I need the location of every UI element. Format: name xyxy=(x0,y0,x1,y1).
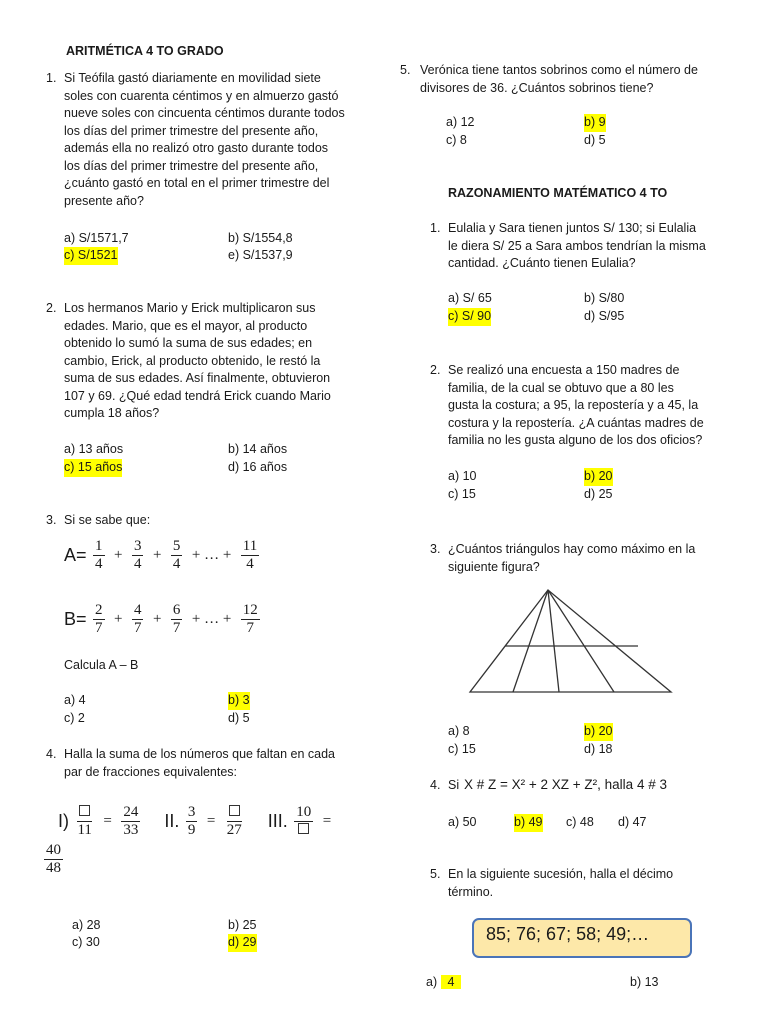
r5-line: En la siguiente sucesión, halla el décimo xyxy=(448,867,674,881)
fraction xyxy=(93,538,105,573)
fraction xyxy=(132,538,144,573)
r2-text xyxy=(448,362,738,450)
roman-three: III. xyxy=(267,810,288,831)
r4-option-b[interactable]: b) 49 xyxy=(514,814,543,832)
formula-a-label: A= xyxy=(64,544,87,565)
q2-option-b[interactable]: b) 14 años xyxy=(228,442,288,456)
r1-option-c[interactable]: c) S/ 90 xyxy=(448,308,491,326)
q1-line: además ella no realizó otro gasto durante todos xyxy=(64,141,329,155)
r4-option-a[interactable]: a) 50 xyxy=(448,815,477,829)
q2-line: edades. Mario, que es el mayor, al producto xyxy=(64,318,308,333)
r5-option-b[interactable]: b) 13 xyxy=(630,975,659,989)
q1-option-c[interactable]: c) S/1521 xyxy=(64,247,118,265)
q5-line: divisores de 36. ¿Cuántos sobrinos tiene? xyxy=(420,80,654,95)
denominator: 27 xyxy=(226,822,242,838)
q3-option-b[interactable]: b) 3 xyxy=(228,692,250,710)
plus-sign: + xyxy=(152,546,162,563)
q4-number: 4. xyxy=(46,747,57,761)
r1-number: 1. xyxy=(430,221,441,235)
sequence-box: 85; 76; 67; 58; 49;… xyxy=(472,918,692,958)
r3-option-c[interactable]: c) 15 xyxy=(448,742,476,756)
r4-option-d[interactable]: d) 47 xyxy=(618,815,647,829)
r2-line: Se realizó una encuesta a 150 madres de xyxy=(448,363,680,377)
r2-option-b[interactable]: b) 20 xyxy=(584,468,613,486)
fraction xyxy=(241,538,259,573)
r5-option-a[interactable] xyxy=(426,974,461,992)
q1-option-a[interactable]: a) S/1571,7 xyxy=(64,231,129,245)
numerator: 40 xyxy=(46,842,61,858)
r1-option-b[interactable]: b) S/80 xyxy=(584,291,625,305)
formula-b-label: B= xyxy=(64,608,87,629)
numerator: 6 xyxy=(172,602,181,618)
numerator: 4 xyxy=(133,602,142,618)
r1-line: le diera S/ 25 a Sara ambos tendrían la misma xyxy=(448,238,706,253)
fraction xyxy=(241,602,260,637)
q1-option-b[interactable]: b) S/1554,8 xyxy=(228,231,293,245)
r3-option-d[interactable]: d) 18 xyxy=(584,742,613,756)
fraction xyxy=(121,804,140,839)
fraction xyxy=(225,804,244,839)
fraction xyxy=(44,842,63,877)
q2-line: cumpla 18 años? xyxy=(64,406,160,420)
r3-number: 3. xyxy=(430,542,441,556)
r3-option-b[interactable]: b) 20 xyxy=(584,723,613,741)
denominator: 7 xyxy=(95,620,103,636)
denominator: 7 xyxy=(246,620,255,636)
q1-text xyxy=(64,70,364,210)
r2-option-a[interactable]: a) 10 xyxy=(448,469,477,483)
r3-line: ¿Cuántos triángulos hay como máximo en la xyxy=(448,542,696,556)
q2-line: Los hermanos Mario y Erick multiplicaron sus xyxy=(64,301,316,315)
denominator: 4 xyxy=(246,556,254,572)
denominator: 4 xyxy=(95,556,103,572)
section-title-reasoning: RAZONAMIENTO MATÉMATICO 4 TO xyxy=(448,186,668,200)
blank-box-icon xyxy=(227,804,242,822)
fraction xyxy=(93,602,105,637)
q1-line: Si Teófila gastó diariamente en movilidad siete xyxy=(64,71,321,85)
q5-option-d[interactable]: d) 5 xyxy=(584,133,606,147)
q3-text: Si se sabe que: xyxy=(64,513,151,527)
r2-line: gusta la costura; a 95, la repostería y a 45, la xyxy=(448,398,699,412)
q3-option-d[interactable]: d) 5 xyxy=(228,711,250,725)
q5-line: Verónica tiene tantos sobrinos como el número de xyxy=(420,63,698,77)
q4-fractions xyxy=(58,804,358,839)
r4-pre: Si xyxy=(448,778,460,792)
q2-text xyxy=(64,300,364,423)
q1-line: nueve soles con cincuenta céntimos durante todos xyxy=(64,106,345,120)
r5-line: término. xyxy=(448,884,494,899)
q2-option-d[interactable]: d) 16 años xyxy=(228,460,288,474)
r4-formula: X # Z = X² + 2 XZ + Z², halla 4 # 3 xyxy=(464,777,667,792)
denominator: 7 xyxy=(133,620,142,636)
q2-option-a[interactable]: a) 13 años xyxy=(64,442,124,456)
blank-box-icon xyxy=(77,804,92,822)
numerator: 3 xyxy=(187,804,196,820)
fraction xyxy=(132,602,144,637)
denominator: 4 xyxy=(133,556,142,572)
denominator: 4 xyxy=(172,556,181,572)
r5-option-a-value: 4 xyxy=(440,975,462,989)
r5-text xyxy=(448,866,738,901)
triangle-outline xyxy=(470,590,671,692)
equals-sign: = xyxy=(206,812,216,829)
q5-number: 5. xyxy=(400,63,411,77)
plus-sign: + xyxy=(152,610,162,627)
denominator: 33 xyxy=(123,822,139,838)
numerator: 12 xyxy=(242,602,258,618)
r5-number: 5. xyxy=(430,867,441,881)
q2-line: cambio, Erick, al producto obtenido, le restó la xyxy=(64,353,321,368)
ellipsis-sum: + … + xyxy=(191,546,232,563)
denominator: 9 xyxy=(187,822,196,838)
q4-option-d[interactable]: d) 29 xyxy=(228,934,257,952)
fraction xyxy=(294,804,313,839)
q5-text xyxy=(420,62,740,97)
section-title-arithmetic: ARITMÉTICA 4 TO GRADO xyxy=(66,44,224,58)
q1-line: los días del primer trimestre del presente año, xyxy=(64,123,319,138)
q1-line: ¿cuánto gastó en total en el primer trimestre del xyxy=(64,176,330,190)
fraction xyxy=(171,602,183,637)
q2-option-c[interactable]: c) 15 años xyxy=(64,459,122,477)
r1-option-d[interactable]: d) S/95 xyxy=(584,309,625,323)
triangle-figure xyxy=(466,586,676,698)
q1-line: presente año? xyxy=(64,193,144,208)
r2-line: costura y la repostería. ¿A cuántas madres de xyxy=(448,415,704,430)
numerator: 5 xyxy=(172,538,181,554)
r1-line: Eulalia y Sara tienen juntos S/ 130; si Eulalia xyxy=(448,221,697,235)
q1-line: los días del primer trimestre del presente año, xyxy=(64,158,319,173)
q5-option-a[interactable]: a) 12 xyxy=(446,115,475,129)
q2-line: suma de sus edades. Así finalmente, obtuvieron xyxy=(64,371,331,385)
r3-text xyxy=(448,541,738,576)
formula-a xyxy=(64,538,262,573)
denominator: 7 xyxy=(172,620,181,636)
fraction xyxy=(171,538,183,573)
r1-line: cantidad. ¿Cuánto tienen Eulalia? xyxy=(448,256,636,270)
q5-option-b[interactable]: b) 9 xyxy=(584,114,606,132)
r1-text xyxy=(448,220,738,273)
q3-option-a[interactable]: a) 4 xyxy=(64,693,86,707)
q4-last-fraction xyxy=(44,842,63,877)
plus-sign: + xyxy=(114,610,123,627)
q4-option-c[interactable]: c) 30 xyxy=(72,935,100,949)
q4-line: par de fracciones equivalentes: xyxy=(64,764,238,779)
numerator: 10 xyxy=(296,804,312,820)
q2-line: 107 y 69. ¿Qué edad tendrá Erick cuando Mario xyxy=(64,388,331,403)
fraction xyxy=(186,804,198,839)
ellipsis-sum: + … + xyxy=(191,610,232,627)
q2-line: obtenido lo sumó la suma de sus edades; en xyxy=(64,336,313,350)
r2-option-d[interactable]: d) 25 xyxy=(584,487,613,501)
roman-one: I) xyxy=(58,810,69,831)
numerator: 24 xyxy=(123,804,139,820)
denominator: 11 xyxy=(77,822,92,838)
roman-two: II. xyxy=(164,810,180,831)
fraction xyxy=(75,804,93,839)
r2-line: familia no les gusta alguno de los dos oficios? xyxy=(448,433,703,447)
numerator: 11 xyxy=(242,538,258,554)
r3-line: siguiente figura? xyxy=(448,559,540,574)
triangle-ray xyxy=(513,590,548,692)
denominator: 48 xyxy=(46,860,61,876)
q3-instruction: Calcula A – B xyxy=(64,658,139,672)
blank-box-icon xyxy=(296,822,311,839)
numerator: 2 xyxy=(95,602,103,618)
numerator: 3 xyxy=(133,538,142,554)
r2-number: 2. xyxy=(430,363,441,377)
r1-option-a[interactable]: a) S/ 65 xyxy=(448,291,492,305)
r4-option-c[interactable]: c) 48 xyxy=(566,815,594,829)
q3-option-c[interactable]: c) 2 xyxy=(64,711,85,725)
q4-option-a[interactable]: a) 28 xyxy=(72,918,101,932)
q1-line: soles con cuarenta céntimos y en almuerzo gastó xyxy=(64,88,339,103)
q3-number: 3. xyxy=(46,513,57,527)
r3-option-a[interactable]: a) 8 xyxy=(448,724,470,738)
q2-number: 2. xyxy=(46,301,57,315)
r2-option-c[interactable]: c) 15 xyxy=(448,487,476,501)
plus-sign: + xyxy=(114,546,123,563)
r2-line: familia, de la cual se obtuvo que a 80 les xyxy=(448,380,674,395)
equals-sign: = xyxy=(103,812,112,829)
q1-option-e[interactable]: e) S/1537,9 xyxy=(228,248,293,262)
formula-b xyxy=(64,602,263,637)
r4-number: 4. xyxy=(430,778,441,792)
q4-text xyxy=(64,746,364,781)
q4-line: Halla la suma de los números que faltan en cada xyxy=(64,747,335,761)
r5-option-a-label: a) xyxy=(426,975,438,989)
q5-option-c[interactable]: c) 8 xyxy=(446,133,467,147)
equals-sign: = xyxy=(322,812,332,829)
numerator: 1 xyxy=(95,538,103,554)
q4-option-b[interactable]: b) 25 xyxy=(228,918,257,932)
q1-number: 1. xyxy=(46,71,57,85)
